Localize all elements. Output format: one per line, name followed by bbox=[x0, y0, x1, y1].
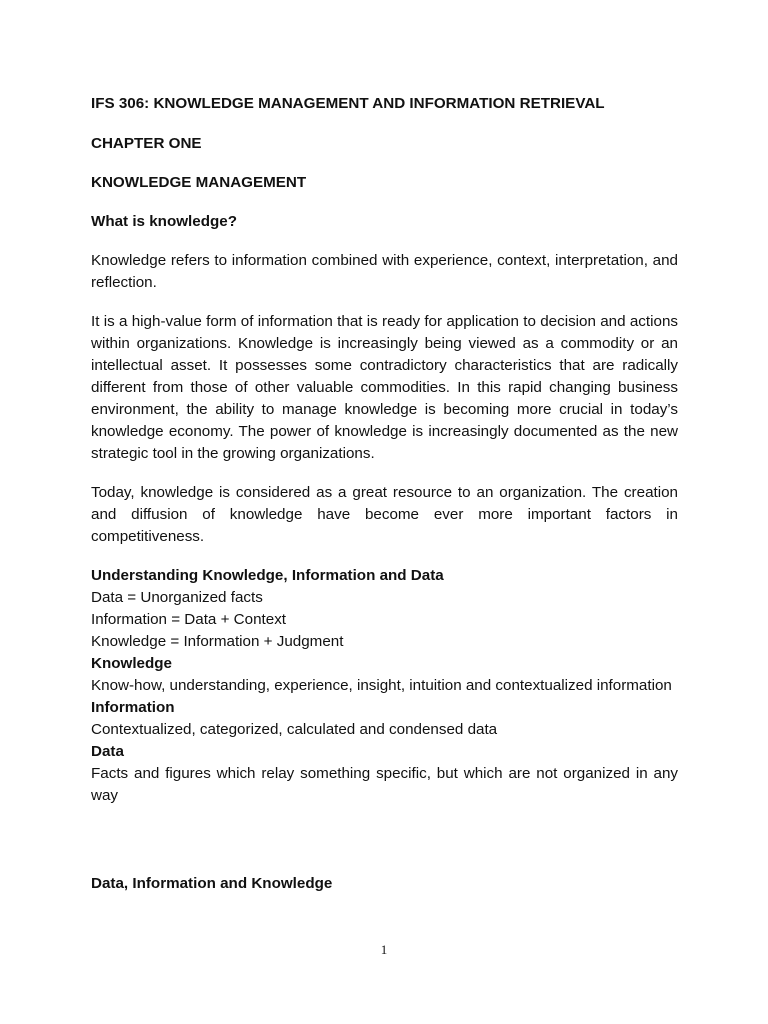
equation-data: Data = Unorganized facts bbox=[91, 589, 263, 606]
definition-knowledge: Know-how, understanding, experience, insight, intuition and contextualized information bbox=[91, 677, 672, 694]
understanding-heading: Understanding Knowledge, Information and Data bbox=[91, 567, 444, 584]
term-data: Data bbox=[91, 743, 124, 760]
chapter-heading: CHAPTER ONE bbox=[91, 135, 202, 152]
definition-information: Contextualized, categorized, calculated and condensed data bbox=[91, 721, 498, 738]
question-heading: What is knowledge? bbox=[91, 213, 237, 230]
equation-information: Information = Data + Context bbox=[91, 611, 287, 628]
definition-data: Facts and figures which relay something specific, but which are not organized in any way bbox=[91, 765, 678, 804]
course-title: IFS 306: KNOWLEDGE MANAGEMENT AND INFORMATION RETRIEVAL bbox=[91, 95, 605, 112]
paragraph-high-value: It is a high-value form of information that is ready for application to decision and actions within organizations. Knowledge is increasingly being viewed as a commodity or an intellectual asset. It possesses some contradictory characteristics that are radically different from those of other valuable commodities. In this rapid changing business environment, the ability to manage knowledge is becoming more crucial in today’s knowledge economy. The power of knowledge is increasingly documented as the new strategic tool in the growing organizations. bbox=[91, 313, 678, 462]
paragraph-resource: Today, knowledge is considered as a great resource to an organization. The creation and diffusion of knowledge have become ever more important factors in competitiveness. bbox=[91, 484, 678, 545]
term-information: Information bbox=[91, 699, 175, 716]
paragraph-definition: Knowledge refers to information combined with experience, context, interpretation, and reflection. bbox=[91, 252, 678, 291]
page-number: 1 bbox=[380, 942, 388, 957]
page-content bbox=[91, 93, 678, 895]
equation-knowledge: Knowledge = Information + Judgment bbox=[91, 633, 344, 650]
section-title: KNOWLEDGE MANAGEMENT bbox=[91, 174, 307, 191]
term-knowledge: Knowledge bbox=[91, 655, 173, 672]
final-heading: Data, Information and Knowledge bbox=[91, 875, 333, 892]
